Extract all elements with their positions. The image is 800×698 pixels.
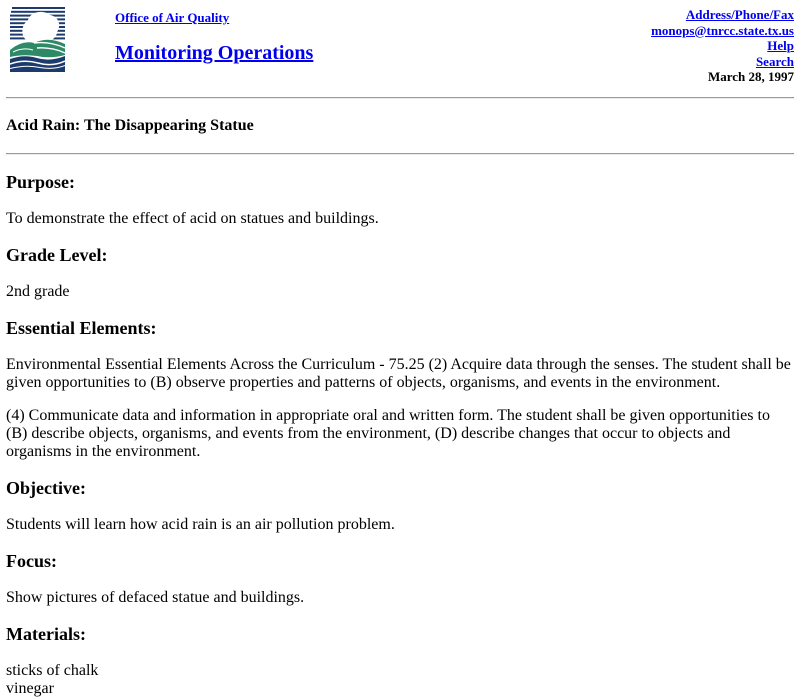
section-heading-materials: Materials: bbox=[6, 623, 86, 644]
section-heading-purpose: Purpose: bbox=[6, 171, 75, 192]
page-title: Acid Rain: The Disappearing Statue bbox=[6, 116, 254, 134]
section-heading-grade-level: Grade Level: bbox=[6, 244, 108, 265]
search-link[interactable]: Search bbox=[755, 53, 794, 69]
address-phone-fax-link[interactable]: Address/Phone/Fax bbox=[685, 7, 794, 22]
section-text-objective: Students will learn how acid rain is an air pollution problem. bbox=[6, 515, 395, 533]
monitoring-operations-link[interactable]: Monitoring Operations bbox=[115, 42, 314, 64]
tnrcc-logo-icon bbox=[10, 6, 65, 72]
date-text: March 28, 1997 bbox=[707, 69, 794, 84]
section-text-purpose: To demonstrate the effect of acid on statues and buildings. bbox=[6, 209, 379, 227]
page-header bbox=[6, 5, 794, 85]
header-utility-links bbox=[651, 5, 794, 85]
section-text-essential-elements-1: Environmental Essential Elements Across the Curriculum - 75.25 (2) Acquire data through the senses. The student shall be given opportunities to (B) observe properties and patterns of objects, organisms, and events in the environment. bbox=[6, 355, 791, 391]
section-text-grade-level: 2nd grade bbox=[6, 282, 70, 300]
section-heading-essential-elements: Essential Elements: bbox=[6, 317, 157, 338]
header-nav bbox=[115, 5, 313, 65]
divider-under-title bbox=[6, 153, 794, 155]
email-link[interactable]: monops@tnrcc.state.tx.us bbox=[651, 22, 794, 38]
materials-item-vinegar: vinegar bbox=[6, 679, 54, 697]
office-of-air-quality-link[interactable]: Office of Air Quality bbox=[115, 10, 230, 25]
section-heading-focus: Focus: bbox=[6, 550, 57, 571]
section-text-focus: Show pictures of defaced statue and buildings. bbox=[6, 588, 305, 606]
materials-item-chalk: sticks of chalk bbox=[6, 661, 99, 679]
section-heading-objective: Objective: bbox=[6, 477, 86, 498]
tnrcc-logo[interactable] bbox=[10, 6, 65, 72]
help-link[interactable]: Help bbox=[767, 38, 794, 53]
divider-top bbox=[6, 97, 794, 99]
section-text-essential-elements-2: (4) Communicate data and information in appropriate oral and written form. The student shall be given opportunities to (B) describe objects, organisms, and events from the environment, (D) describe changes that occur to objects and organisms in the environment. bbox=[6, 406, 770, 460]
document-body bbox=[6, 172, 794, 698]
